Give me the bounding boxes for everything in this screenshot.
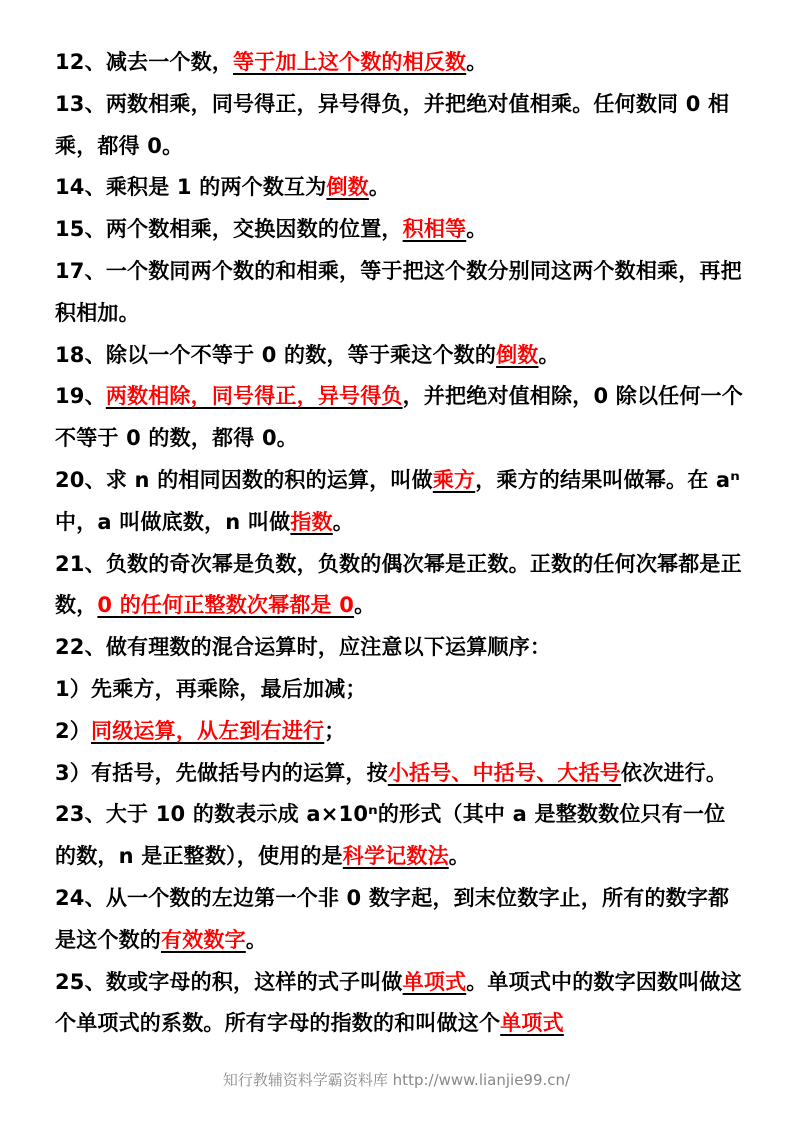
rule-15 [55,209,745,251]
rule-23 [55,794,745,878]
highlighted-answer: 同级运算，从左到右进行 [91,718,325,743]
text-segment: 依次进行。 [621,760,728,785]
text-segment: 14、乘积是 1 的两个数互为 [55,175,327,200]
highlighted-answer: 有效数字 [161,927,246,952]
document-body [55,42,745,1045]
highlighted-answer: 单项式 [500,1011,564,1036]
text-segment: 21、负数的奇次幂是负数，负数的偶次幂是正数。正数的任何次幂都是正数， [55,551,742,618]
text-segment: ，并把绝对值相除，0 除以任何一个不等于 0 的数，都得 0。 [55,384,743,451]
rule-18 [55,335,745,377]
text-segment: 。 [466,217,488,242]
text-segment: 20、求 n 的相同因数的积的运算，叫做 [55,467,433,492]
rule-14 [55,167,745,209]
rule-22-step-2 [55,711,745,753]
text-segment: 。 [368,175,391,200]
rule-24 [55,878,745,962]
highlighted-answer: 0 的任何正整数次幂都是 0 [97,593,355,618]
text-segment: 2） [55,718,92,743]
text-segment: 1）先乘方，再乘除，最后加减； [55,676,367,701]
text-segment: 。 [448,844,470,869]
text-segment: 。 [332,509,354,534]
text-segment: 18、除以一个不等于 0 的数，等于乘这个数的 [55,342,497,367]
rule-17 [55,251,745,335]
text-segment: 24、从一个数的左边第一个非 0 数字起，到末位数字止，所有的数字都是这个数的 [55,885,730,952]
text-segment: 。 [245,927,268,952]
text-segment: 12、减去一个数， [55,50,234,74]
highlighted-answer: 等于加上这个数的相反数 [233,50,467,74]
text-segment: ； [324,718,346,743]
text-segment: 17、一个数同两个数的和相乘，等于把这个数分别同这两个数相乘，再把积相加。 [55,258,742,325]
rule-12 [55,42,745,84]
text-segment: 3）有括号，先做括号内的运算，按 [55,760,388,785]
highlighted-answer: 乘方 [432,467,476,492]
text-segment: 23、大于 10 的数表示成 a×10ⁿ的形式（其中 a 是整数数位只有一位的数，n 是正整数），使用的是 [55,802,726,869]
highlighted-answer: 指数 [290,509,333,534]
text-segment: 25、数或字母的积，这样的式子叫做 [55,969,403,994]
highlighted-answer: 小括号、中括号、大括号 [387,760,622,785]
rule-20 [55,460,745,544]
text-segment: 。单项式中的数字因数叫做这个单项式的系数。所有字母的指数的和叫做这个 [55,969,742,1036]
text-segment: 。 [466,50,488,74]
highlighted-answer: 积相等 [402,217,467,242]
rule-19 [55,376,745,460]
text-segment: 。 [354,593,376,618]
footer-watermark: 知行教辅资料学霸资料库 http://www.lianjie99.cn/ [222,1071,571,1089]
rule-25 [55,962,745,1046]
text-segment: ，乘方的结果叫做幂。在 aⁿ中，a 叫做底数，n 叫做 [55,467,741,534]
highlighted-answer: 倒数 [496,342,539,367]
text-segment: 。 [538,342,560,367]
rule-22-step-1 [55,669,745,711]
highlighted-answer: 倒数 [326,175,369,200]
rule-22-step-3 [55,753,745,795]
text-segment: 19、 [55,384,106,409]
highlighted-answer: 两数相除，同号得正，异号得负 [105,384,403,409]
rule-22 [55,627,745,669]
rule-21 [55,544,745,628]
rule-13 [55,84,745,168]
highlighted-answer: 单项式 [402,969,467,994]
text-segment: 13、两数相乘，同号得正，异号得负，并把绝对值相乘。任何数同 0 相乘，都得 0。 [55,91,730,158]
text-segment: 22、做有理数的混合运算时，应注意以下运算顺序： [55,635,552,660]
highlighted-answer: 科学记数法 [342,844,449,869]
text-segment: 15、两个数相乘，交换因数的位置， [55,217,403,242]
